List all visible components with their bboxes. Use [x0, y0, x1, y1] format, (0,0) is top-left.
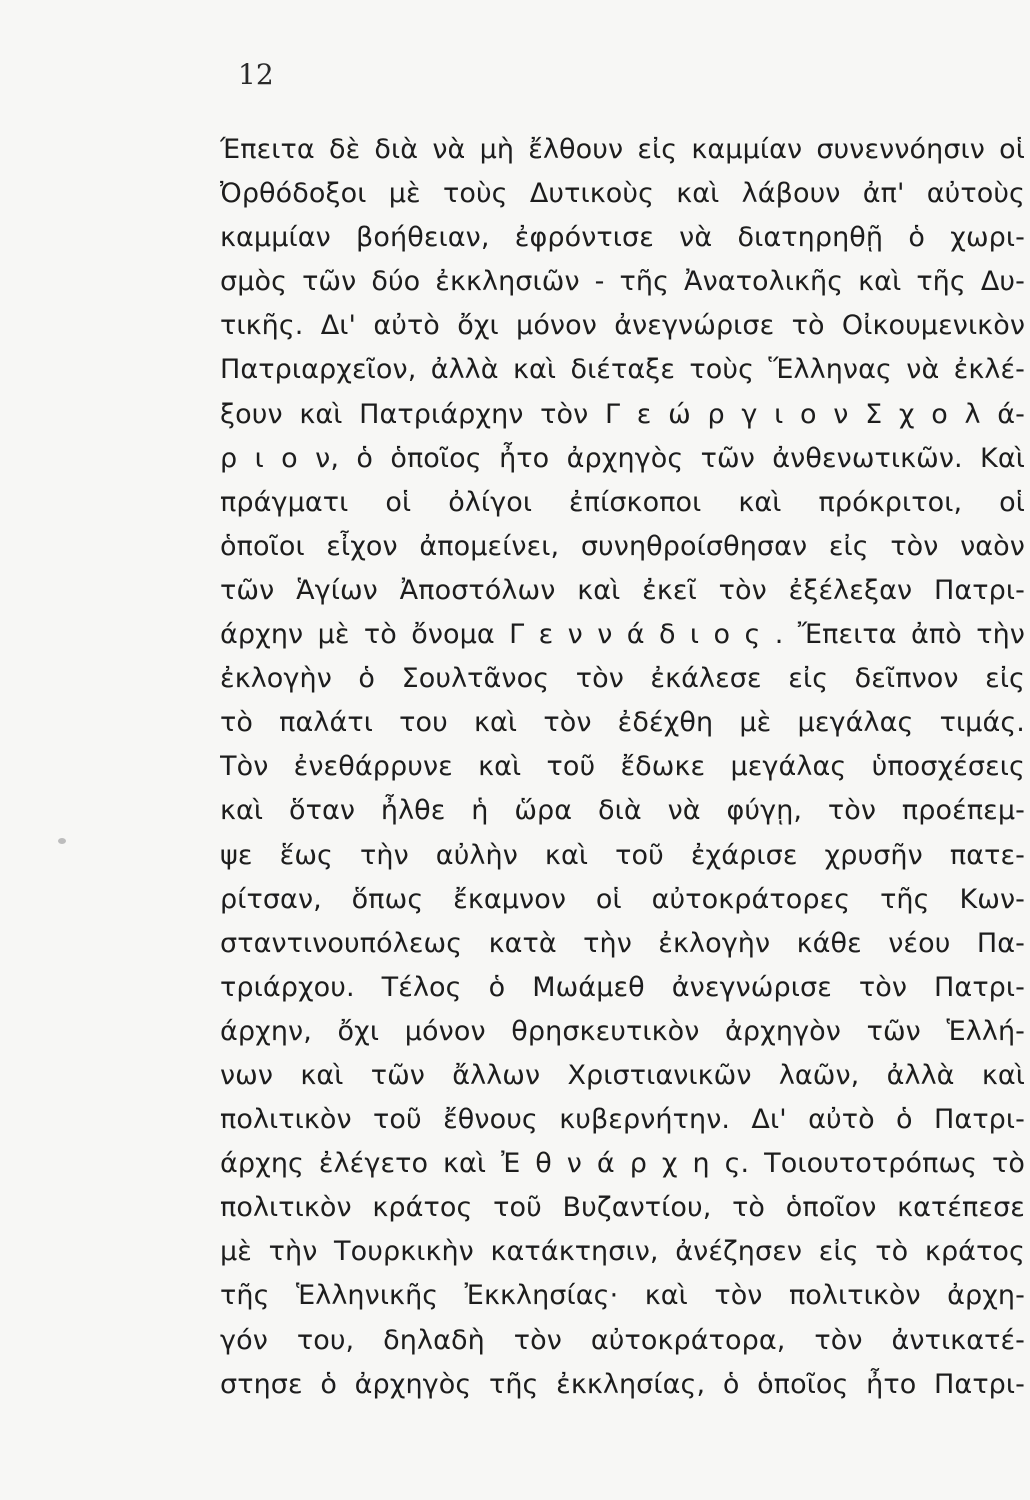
text-line: Ὀρθόδοξοι μὲ τοὺς Δυτικοὺς καὶ λάβουν ἀπ' αὐτοὺς — [220, 178, 1025, 210]
text-line: τῆς Ἑλληνικῆς Ἐκκλησίας· καὶ τὸν πολιτικὸν ἀρχη- — [220, 1280, 1025, 1312]
text-line: ρίτσαν, ὅπως ἔκαμνον οἱ αὐτοκράτορες τῆς Κων- — [220, 883, 1025, 915]
text-line: Πατριαρχεῖον, ἀλλὰ καὶ διέταξε τοὺς Ἕλληνας νὰ ἐκλέ- — [220, 354, 1025, 386]
text-line: πολιτικὸν κράτος τοῦ Βυζαντίου, τὸ ὁποῖον κατέπεσε — [220, 1192, 1025, 1224]
text-line: ἐκλογὴν ὁ Σουλτᾶνος τὸν ἐκάλεσε εἰς δεῖπνον εἰς — [220, 663, 1025, 695]
text-line: ξουν καὶ Πατριάρχην τὸν Γ ε ώ ρ γ ι ο ν Σ χ ο λ ά- — [220, 398, 1025, 430]
text-line: σταντινουπόλεως κατὰ τὴν ἐκλογὴν κάθε νέου Πα- — [220, 927, 1025, 959]
page-number: 12 — [238, 58, 274, 91]
paper-speck — [58, 838, 66, 844]
body-text — [220, 128, 1025, 1407]
text-line: καὶ ὅταν ἦλθε ἡ ὥρα διὰ νὰ φύγῃ, τὸν προέπεμ- — [220, 795, 1025, 827]
text-line: στησε ὁ ἀρχηγὸς τῆς ἐκκλησίας, ὁ ὁποῖος ἦτο Πατρι- — [220, 1368, 1025, 1400]
text-line: τικῆς. Δι' αὐτὸ ὄχι μόνον ἀνεγνώρισε τὸ Οἰκουμενικὸν — [220, 310, 1025, 342]
text-line: Έπειτα δὲ διὰ νὰ μὴ ἔλθουν εἰς καμμίαν συνεννόησιν οἱ — [220, 134, 1025, 165]
text-line: άρχην, ὄχι μόνον θρησκευτικὸν ἀρχηγὸν τῶν Ἑλλή- — [220, 1015, 1025, 1047]
text-line: τριάρχου. Τέλος ὁ Μωάμεθ ἀνεγνώρισε τὸν Πατρι- — [220, 971, 1025, 1003]
text-line: καμμίαν βοήθειαν, ἐφρόντισε νὰ διατηρηθῇ ὁ χωρι- — [220, 222, 1025, 254]
text-line: άρχην μὲ τὸ ὄνομα Γ ε ν ν ά δ ι ο ς . Ἔπειτα ἀπὸ τὴν — [220, 619, 1025, 651]
text-line: ρ ι ο ν, ὁ ὁποῖος ἦτο ἀρχηγὸς τῶν ἀνθενωτικῶν. Καὶ — [220, 442, 1025, 474]
text-line: ὁποῖοι εἶχον ἀπομείνει, συνηθροίσθησαν εἰς τὸν ναὸν — [220, 530, 1025, 562]
text-line: νων καὶ τῶν ἄλλων Χριστιανικῶν λαῶν, ἀλλὰ καὶ — [220, 1059, 1025, 1091]
text-line: πολιτικὸν τοῦ ἔθνους κυβερνήτην. Δι' αὐτὸ ὁ Πατρι- — [220, 1104, 1025, 1136]
text-line: τῶν Ἁγίων Ἀποστόλων καὶ ἐκεῖ τὸν ἐξέλεξαν Πατρι- — [220, 574, 1025, 606]
text-line: γόν του, δηλαδὴ τὸν αὐτοκράτορα, τὸν ἀντικατέ- — [220, 1324, 1025, 1356]
text-line: άρχης ἐλέγετο καὶ Ἐ θ ν ά ρ χ η ς. Τοιουτοτρόπως τὸ — [220, 1148, 1025, 1180]
text-line: ψε ἕως τὴν αὐλὴν καὶ τοῦ ἐχάρισε χρυσῆν πατε- — [220, 839, 1025, 871]
text-line: πράγματι οἱ ὀλίγοι ἐπίσκοποι καὶ πρόκριτοι, οἱ — [220, 486, 1025, 518]
text-line: τὸ παλάτι του καὶ τὸν ἐδέχθη μὲ μεγάλας τιμάς. — [220, 707, 1025, 739]
text-line: σμὸς τῶν δύο ἐκκλησιῶν - τῆς Ἀνατολικῆς καὶ τῆς Δυ- — [220, 266, 1025, 298]
text-line: μὲ τὴν Τουρκικὴν κατάκτησιν, ἀνέζησεν εἰς τὸ κράτος — [220, 1236, 1025, 1268]
text-line: Τὸν ἐνεθάρρυνε καὶ τοῦ ἔδωκε μεγάλας ὑποσχέσεις — [220, 751, 1025, 783]
